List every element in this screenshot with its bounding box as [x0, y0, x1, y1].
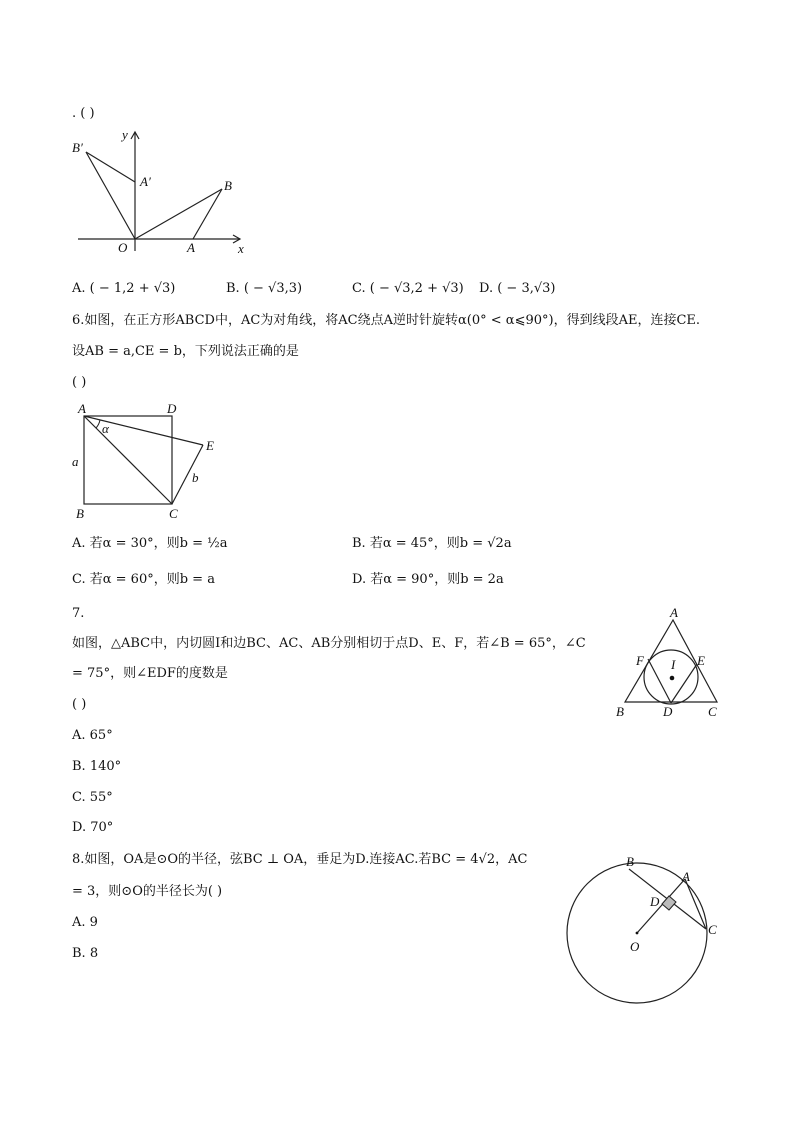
label-x: x [238, 241, 244, 256]
q7-option-b: B. 140° [72, 759, 122, 774]
label-A: A [187, 240, 195, 255]
q6-option-b: B. 若α = 45°，则b = √2a [352, 536, 512, 551]
label-A: A [78, 401, 86, 416]
q7-number: 7. [72, 606, 85, 621]
q7-stem-line2: = 75°，则∠EDF的度数是 [72, 666, 228, 681]
label-O: O [118, 240, 128, 255]
q5-stem-tail: . ( ) [72, 106, 95, 121]
segment-OB1 [86, 152, 135, 239]
diagonal-AC [84, 416, 172, 504]
segment-OB [135, 189, 222, 239]
q7-incircle-figure [610, 602, 735, 724]
q6-option-c: C. 若α = 60°，则b = a [72, 572, 215, 587]
q6-option-a: A. 若α = 30°，则b = ½a [72, 536, 228, 551]
q5-option-a: A. ( − 1,2 + √3) [72, 281, 176, 296]
label-C: C [708, 922, 717, 937]
label-B: B [626, 854, 634, 869]
q8-option-b: B. 8 [72, 946, 99, 961]
q6-stem-line1: 6.如图，在正方形ABCD中，AC为对角线，将AC绕点A逆时针旋转α(0° < α⩽90°)，得到线段AE，连接CE. [72, 313, 701, 328]
label-E: E [206, 438, 214, 453]
q7-option-c: C. 55° [72, 790, 113, 805]
q6-option-d: D. 若α = 90°，则b = 2a [352, 572, 504, 587]
center-dot-O [636, 932, 639, 935]
q7-stem-line1: 如图，△ABC中，内切圆I和边BC、AC、AB分别相切于点D、E、F，若∠B = 65°，∠C [72, 636, 586, 651]
label-B: B [616, 704, 624, 719]
label-B: B [224, 178, 232, 193]
q6-square-figure [70, 398, 230, 523]
label-y: y [122, 127, 128, 142]
radius-OA [637, 879, 685, 933]
angle-alpha-arc [96, 420, 100, 428]
label-B: B [76, 506, 84, 521]
center-dot-I [670, 676, 675, 681]
label-A: A [682, 869, 690, 884]
label-B1: B′ [72, 140, 83, 155]
label-C: C [708, 704, 717, 719]
right-angle-mark [662, 896, 676, 910]
q7-option-a: A. 65° [72, 728, 113, 743]
label-b: b [192, 470, 199, 485]
q7-paren: ( ) [72, 697, 87, 712]
q5-option-c: C. ( − √3,2 + √3) [352, 281, 464, 296]
label-D: D [650, 894, 660, 909]
label-A: A [670, 605, 678, 620]
q5-option-d: D. ( − 3,√3) [479, 281, 556, 296]
q6-stem-line2: 设AB = a,CE = b，下列说法正确的是 [72, 344, 299, 359]
label-D: D [663, 704, 673, 719]
q8-circle-figure [560, 850, 730, 1015]
label-E: E [697, 653, 705, 668]
label-C: C [169, 506, 178, 521]
label-F: F [636, 653, 644, 668]
q8-option-a: A. 9 [72, 915, 98, 930]
segment-B1A1 [86, 152, 135, 182]
segment-BA [193, 189, 222, 239]
label-O: O [630, 939, 640, 954]
label-alpha: α [102, 421, 109, 436]
q7-option-d: D. 70° [72, 820, 114, 835]
q8-stem-line2: = 3，则⊙O的半径长为( ) [72, 884, 223, 899]
label-A1: A′ [140, 174, 151, 189]
label-a: a [72, 454, 79, 469]
label-I: I [671, 657, 676, 672]
label-D: D [167, 401, 177, 416]
q8-stem-line1: 8.如图，OA是⊙O的半径，弦BC ⊥ OA，垂足为D.连接AC.若BC = 4√2，AC [72, 852, 528, 867]
q5-coordinate-figure [70, 126, 250, 256]
q5-option-b: B. ( − √3,3) [226, 281, 303, 296]
q6-paren: ( ) [72, 375, 87, 390]
